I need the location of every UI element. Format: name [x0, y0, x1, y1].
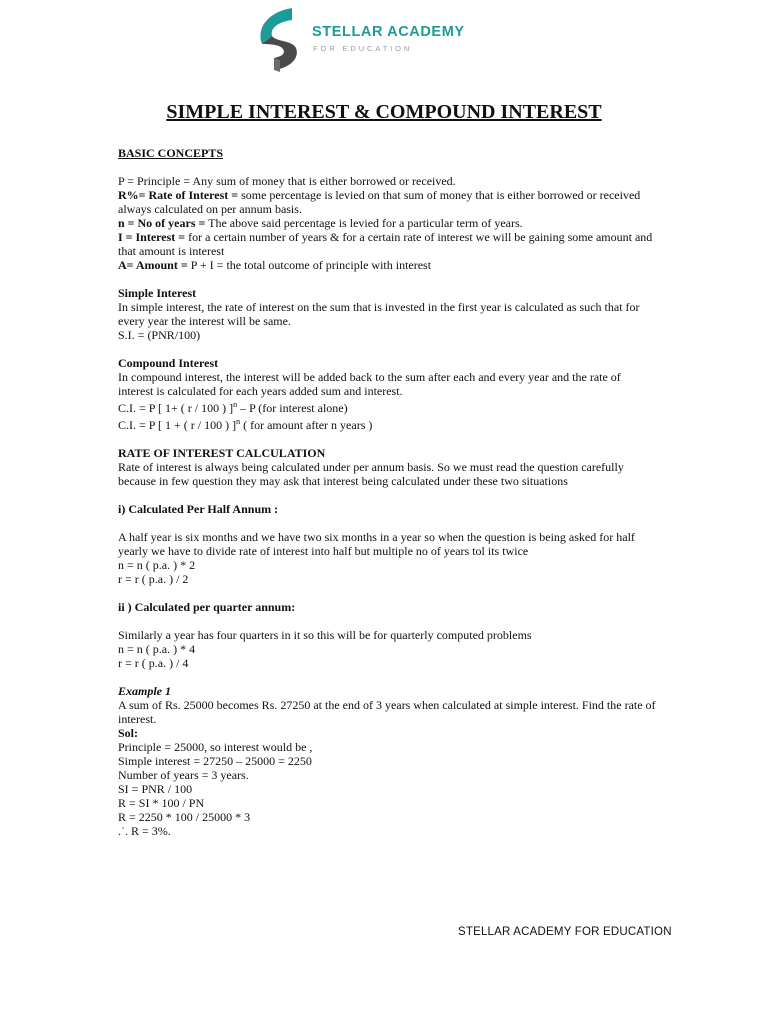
formula-2-exponent: n: [236, 417, 241, 426]
rate-definition: [118, 188, 658, 216]
years-text: The above said percentage is levied for a particular term of years.: [205, 216, 523, 230]
compound-interest-text: In compound interest, the interest will be added back to the sum after each and every year and the rate of interest is calculated for each years added sum and interest.: [118, 370, 621, 398]
page-title: SIMPLE INTEREST & COMPOUND INTEREST: [166, 101, 602, 123]
example-question: A sum of Rs. 25000 becomes Rs. 27250 at the end of 3 years when calculated at simple interest. Find the rate of interest.: [118, 698, 656, 726]
formula-2-note: ( for amount after n years ): [240, 418, 373, 432]
quarter-annum-heading: ii ) Calculated per quarter annum:: [118, 600, 296, 614]
formula-1-main: C.I. = P [ 1+ ( r / 100 ) ]: [118, 401, 234, 415]
logo-title: STELLAR ACADEMY: [312, 24, 465, 40]
half-annum-text: A half year is six months and we have two six months in a year so when the question is being asked for half yearly we have to divide rate of interest into half but multiple no of years tol its twice: [118, 530, 635, 558]
years-definition: [118, 216, 658, 230]
half-annum-r-formula: r = r ( p.a. ) / 2: [118, 572, 189, 586]
compound-formula-interest: [118, 398, 658, 415]
simple-interest-heading: Simple Interest: [118, 286, 197, 300]
half-annum-heading: i) Calculated Per Half Annum :: [118, 502, 279, 516]
solution-line: Number of years = 3 years.: [118, 768, 249, 782]
amount-label: A= Amount =: [118, 258, 188, 272]
principle-definition: P = Principle = Any sum of money that is either borrowed or received.: [118, 174, 456, 188]
solution-line: R = SI * 100 / PN: [118, 796, 205, 810]
stellar-academy-logo: [258, 6, 465, 72]
quarter-annum-r-formula: r = r ( p.a. ) / 4: [118, 656, 189, 670]
formula-1-note: – P (for interest alone): [237, 401, 348, 415]
solution-line: Simple interest = 27250 – 25000 = 2250: [118, 754, 312, 768]
solution-line: R = 2250 * 100 / 25000 * 3: [118, 810, 251, 824]
formula-2-main: C.I. = P [ 1 + ( r / 100 ) ]: [118, 418, 237, 432]
amount-definition: [118, 258, 658, 272]
simple-interest-text: In simple interest, the rate of interest on the sum that is invested in the first year is calculated as such that for every year the interest will be same.: [118, 300, 640, 328]
quarter-annum-text: Similarly a year has four quarters in it so this will be for quarterly computed problems: [118, 628, 532, 642]
logo-subtitle: FOR EDUCATION: [313, 44, 413, 53]
interest-definition: [118, 230, 658, 258]
interest-label: I = Interest =: [118, 230, 186, 244]
solution-line: Principle = 25000, so interest would be ,: [118, 740, 313, 754]
rate-calculation-text: Rate of interest is always being calculated under per annum basis. So we must read the question carefully because in few question they may ask that interest being calculated under these two situations: [118, 460, 624, 488]
simple-interest-formula: S.I. = (PNR/100): [118, 328, 201, 342]
interest-text: for a certain number of years & for a certain rate of interest we will be gaining some amount and that amount is interest: [118, 230, 653, 258]
compound-interest-heading: Compound Interest: [118, 356, 219, 370]
rate-text: some percentage is levied on that sum of money that is either borrowed or received always calculated on per annum basis.: [118, 188, 641, 216]
compound-formula-amount: [118, 415, 658, 432]
solution-line: .˙. R = 3%.: [118, 824, 171, 838]
solution-line: SI = PNR / 100: [118, 782, 193, 796]
quarter-annum-n-formula: n = n ( p.a. ) * 4: [118, 642, 196, 656]
rate-calculation-heading: RATE OF INTEREST CALCULATION: [118, 446, 326, 460]
page-footer: STELLAR ACADEMY FOR EDUCATION: [458, 926, 672, 938]
years-label: n = No of years =: [118, 216, 206, 230]
formula-1-exponent: n: [233, 400, 238, 409]
document-body: [118, 146, 658, 838]
rate-label: R%= Rate of Interest =: [118, 188, 239, 202]
logo-s-mark-icon: [258, 6, 308, 72]
basic-concepts-heading: BASIC CONCEPTS: [118, 146, 224, 160]
solution-label: Sol:: [118, 726, 139, 740]
amount-text: P + I = the total outcome of principle with interest: [187, 258, 432, 272]
half-annum-n-formula: n = n ( p.a. ) * 2: [118, 558, 196, 572]
example-heading: Example 1: [118, 684, 171, 698]
